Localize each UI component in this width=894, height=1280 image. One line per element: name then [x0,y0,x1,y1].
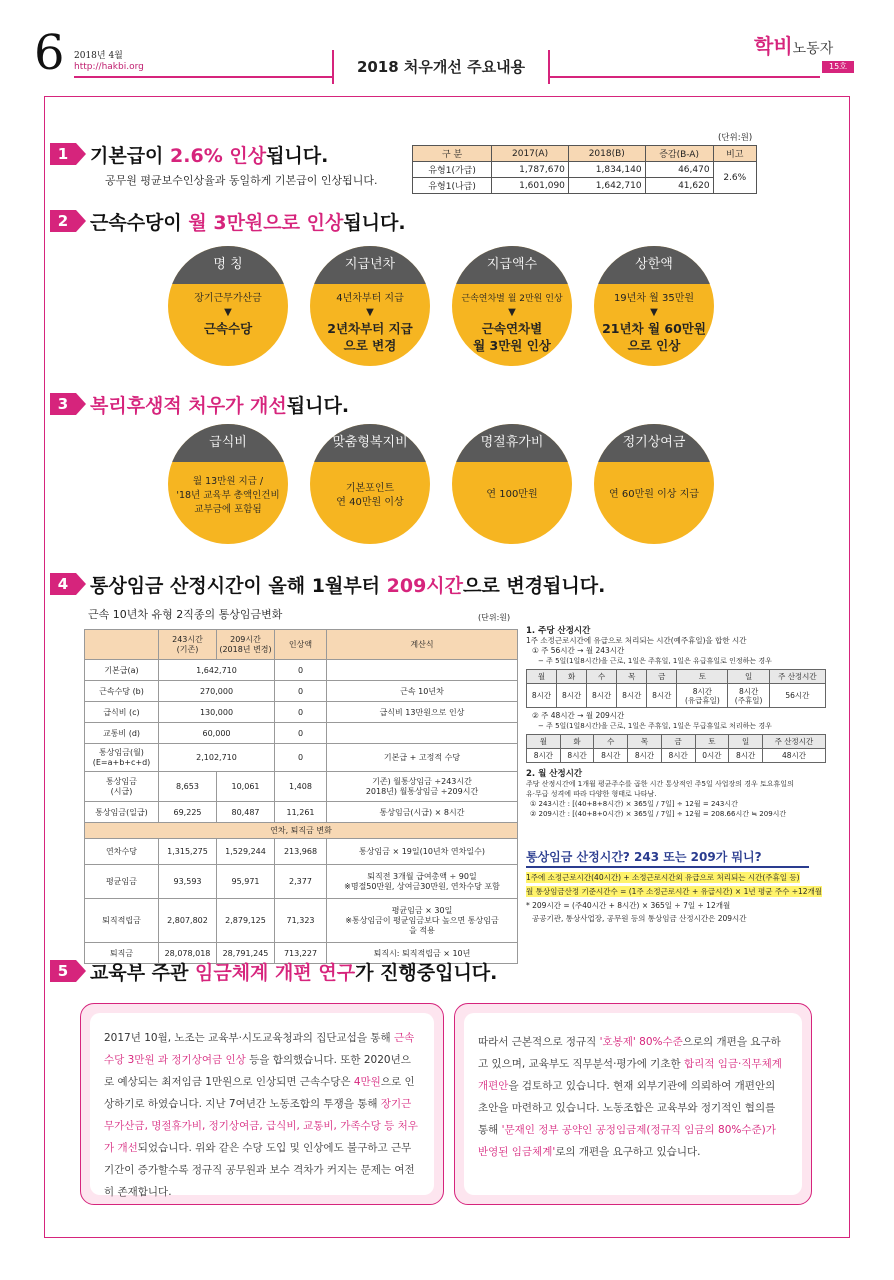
th: 금 [647,670,677,684]
hours-explainer [526,626,832,819]
cell: 713,227 [275,943,327,964]
header-title-box: 2018 처우개선 주요내용 [332,50,550,84]
cell: 8시간 [527,684,557,708]
th [85,630,159,660]
cell: 41,620 [645,178,713,194]
header-rule-right [550,76,820,78]
cell: 2,807,802 [159,899,217,943]
heading-monthly: 2. 월 산정시간 [526,769,583,779]
cell: 1,601,090 [492,178,569,194]
text-line: ① 243시간 : [(40+8+8시간) × 365일 / 7일] ÷ 12월 = 243시간 [530,800,738,808]
basic-pay-table [412,145,757,194]
cell: 기존) 월통상임금 ÷243시간 2018년) 월통상임금 ÷209시간 [327,772,518,802]
th: 243시간 (기존) [159,630,217,660]
row-label: 근속수당 (b) [85,681,159,702]
section-3-title: 복리후생적 처우가 개선됩니다. [90,395,350,417]
cell: 71,323 [275,899,327,943]
th: 토 [695,735,729,749]
cell: 1,315,275 [159,839,217,865]
text-box-left-body: 2017년 10월, 노조는 교육부·시도교육청과의 집단교섭을 통해 근속수당 3만원 과 정기상여금 인상 등을 합의했습니다. 또한 2020년으로 예상되는 최저임금 1만원으로 인상되면 근속수당은 4만원으로 인상하기로 하였습니다. 지난 7여년간 노동조합의 투쟁을 통해 장기근무가산금, 명절휴가비, 정기상여금, 급식비, 교통비, 가족수당 등 처우가 개선되었습니다. 위와 같은 수당 도입 및 인상에도 불구하고 근무기간이 증가할수록 정규직 공무원과 보수 격차가 커지는 문제는 여전히 존재합니다. [90,1013,434,1195]
circle-head: 정기상여금 [594,424,714,462]
section-2-badge: 2 [50,210,76,232]
row-label: 기본급(a) [85,660,159,681]
wage-table-unit: (단위:원) [478,613,511,622]
cell: 11,261 [275,802,327,823]
cell: 유형1(가급) [413,162,492,178]
th: 증감(B-A) [645,146,713,162]
cell: 0 [275,660,327,681]
circle-after: 21년차 월 60만원 으로 인상 [602,321,706,353]
section-5-title: 교육부 주관 임금체계 개편 연구가 진행중입니다. [90,962,498,984]
cell [327,660,518,681]
th: 주 산정시간 [762,735,825,749]
section-1-badge: 1 [50,143,76,165]
cell: 1,787,670 [492,162,569,178]
circle-bonus [594,424,714,544]
cell: 퇴직시: 퇴직적립금 × 10년 [327,943,518,964]
th: 계산식 [327,630,518,660]
cell: 60,000 [159,723,275,744]
row-label: 통상임금(일급) [85,802,159,823]
th: 수 [594,735,628,749]
section-5-badge: 5 [50,960,76,982]
cell: 8시간 [527,749,561,763]
circle-body: 기본포인트 연 40만원 이상 [336,483,404,508]
faq-note-1: * 209시간 = (주40시간 + 8시간) × 365일 ÷ 7일 ÷ 12개월 [526,901,731,910]
th: 화 [560,735,594,749]
cell: 8시간 [594,749,628,763]
hours-table-48 [526,734,826,763]
cell: 0 [275,702,327,723]
text-line: 1주 소정근로시간에 유급으로 처리되는 시간(예주휴일)을 합한 시간 [526,636,747,645]
cell: 급식비 13만원으로 인상 [327,702,518,723]
cell: 213,968 [275,839,327,865]
cell: 28,791,245 [217,943,275,964]
cell: 유형1(나급) [413,178,492,194]
circle-head: 명절휴가비 [452,424,572,462]
row-label: 급식비 (c) [85,702,159,723]
cell: 8시간 [661,749,695,763]
logo-sub: 노동자 [792,41,834,57]
cell: 46,470 [645,162,713,178]
text-line: 유·무급 성격에 따라 다양한 형태로 나타남. [526,790,657,798]
wage-table-title: 근속 10년차 유형 2직종의 통상임금변화 [88,608,283,621]
th: 2018(B) [568,146,645,162]
cell: 0 [275,723,327,744]
cell: 기본급 + 고정적 수당 [327,744,518,772]
cell: 95,971 [217,865,275,899]
th: 토 [677,670,728,684]
cell: 270,000 [159,681,275,702]
th: 인상액 [275,630,327,660]
row-label: 퇴직금 [85,943,159,964]
circle-after: 근속연차별 월 3만원 인상 [473,321,551,353]
wage-table [84,629,518,964]
row-label: 평균임금 [85,865,159,899]
circle-name [168,246,288,366]
th: 목 [617,670,647,684]
circle-before: 19년차 월 35만원 [613,293,695,304]
th: 월 [527,670,557,684]
cell: 1,408 [275,772,327,802]
circle-pay-year [310,246,430,366]
heading-weekly: 1. 주당 산정시간 [526,626,591,636]
text-line: ① 주 56시간 → 월 243시간 [532,646,625,655]
arrow-down-icon: ▼ [508,307,516,318]
th: 비고 [713,146,756,162]
th: 2017(A) [492,146,569,162]
cell: 48시간 [762,749,825,763]
cell: 10,061 [217,772,275,802]
row-label: 통상임금(월) (E=a+b+c+d) [85,744,159,772]
faq-line-1: 1주에 소정근로시간(40시간) + 소정근로시간외 유급으로 처리되는 시간(주휴일 등) [526,873,800,882]
cell: 1,529,244 [217,839,275,865]
text-line: − 주 5일(1일8시간)을 근로, 1일은 주휴일, 1일은 유급휴일로 인정하는 경우 [538,657,772,665]
circle-before: 4년차부터 지급 [336,293,404,304]
cell: 1,642,710 [568,178,645,194]
section-1-title: 기본급이 2.6% 인상됩니다. [90,145,329,167]
cell: 통상임금(시급) × 8시간 [327,802,518,823]
th: 금 [661,735,695,749]
site-url[interactable]: http://hakbi.org [74,62,144,72]
text-line: ② 209시간 : [(40+8+0시간) × 365일 / 7일] ÷ 12월 = 208.66시간 ≒ 209시간 [530,810,787,818]
section-2-title: 근속수당이 월 3만원으로 인상됩니다. [90,212,406,234]
cell: 69,225 [159,802,217,823]
unit-label: (단위:원) [718,133,753,143]
th: 수 [587,670,617,684]
circle-after: 2년차부터 지급 으로 변경 [327,321,413,353]
circle-meal [168,424,288,544]
hours-table-56 [526,669,826,708]
th: 일 [728,670,769,684]
row-label: 통상임금 (시급) [85,772,159,802]
issue-date: 2018년 4월 [74,51,123,61]
faq-underline [526,866,809,868]
section-4-badge: 4 [50,573,76,595]
text-line: − 주 5일(1일8시간)을 근로, 1일은 주휴일, 1일은 무급휴일로 처리하는 경우 [538,722,772,730]
th: 구 분 [413,146,492,162]
cell: 2,377 [275,865,327,899]
circle-body: 연 60만원 이상 지급 [609,489,699,500]
cell: 2.6% [713,162,756,194]
circle-body: 월 13만원 지급 / '18년 교육부 총액인건비 교부금에 포함됨 [176,476,280,515]
cell [327,723,518,744]
text-box-left [80,1003,444,1205]
cell: 8,653 [159,772,217,802]
section-3-badge: 3 [50,393,76,415]
arrow-down-icon: ▼ [366,307,374,318]
row-label: 교통비 (d) [85,723,159,744]
cell: 2,102,710 [159,744,275,772]
cell: 56시간 [769,684,825,708]
faq-line-2: 월 통상임금산정 기준시간수 = (1주 소정근로시간 + 유급시간) × 1년 평균 주수 ÷12개월 [526,887,823,896]
circle-pay-amount [452,246,572,366]
section-1-desc: 공무원 평균보수인상율과 동일하게 기본급이 인상됩니다. [105,174,378,187]
cell: 8시간 [729,749,763,763]
faq-note-2: 공공기관, 통상사업장, 공무원 등의 통상임금 산정시간은 209시간 [532,914,747,923]
cell: 평균임금 × 30일 ※통상임금이 평균임금보다 높으면 통상임금 을 적용 [327,899,518,943]
circle-after: 근속수당 [203,321,253,336]
th: 화 [557,670,587,684]
cell: 퇴직전 3개월 급여총액 ÷ 90일 ※명절50만원, 상여금30만원, 연차수당 포함 [327,865,518,899]
cell: 2,879,125 [217,899,275,943]
circle-head: 맞춤형복지비 [310,424,430,462]
cell: 통상임금 × 19일(10년차 연차일수) [327,839,518,865]
circle-holiday [452,424,572,544]
cell: 130,000 [159,702,275,723]
circle-body: 연 100만원 [486,489,538,500]
circle-head: 급식비 [168,424,288,462]
circle-welfare [310,424,430,544]
logo-main: 학비 [754,34,793,58]
cell: 80,487 [217,802,275,823]
circle-head: 상한액 [594,246,714,284]
circle-head: 명 칭 [168,246,288,284]
circle-cap [594,246,714,366]
th: 월 [527,735,561,749]
cell: 8시간 [587,684,617,708]
cell: 0시간 [695,749,729,763]
cell: 93,593 [159,865,217,899]
arrow-down-icon: ▼ [224,307,232,318]
th: 209시간 (2018년 변경) [217,630,275,660]
issue-badge: 15호 [822,61,854,73]
arrow-down-icon: ▼ [650,307,658,318]
th: 목 [628,735,662,749]
text-box-right [454,1003,812,1205]
cell: 0 [275,744,327,772]
circle-before: 근속연차별 월 2만원 인상 [461,294,563,304]
page-number: 6 [34,25,65,81]
cell: 28,078,018 [159,943,217,964]
band-label: 연차, 퇴직금 변화 [85,823,518,839]
cell: 8시간 (주휴일) [728,684,769,708]
cell: 8시간 [647,684,677,708]
section-4-title: 통상임금 산정시간이 올해 1월부터 209시간으로 변경됩니다. [90,575,606,597]
th: 일 [729,735,763,749]
circle-head: 지급액수 [452,246,572,284]
cell: 8시간 [628,749,662,763]
cell: 0 [275,681,327,702]
circle-head: 지급년차 [310,246,430,284]
cell: 8시간 [617,684,647,708]
faq-question: 통상임금 산정시간? 243 또는 209가 뭐니? [526,850,762,864]
text-line: 주당 산정시간에 1개월 평균주수를 곱한 시간 통상적인 주5일 사업장의 경우 토요휴일의 [526,780,794,788]
cell: 8시간 [557,684,587,708]
circle-before: 장기근무가산금 [194,293,262,304]
th: 주 산정시간 [769,670,825,684]
cell: 근속 10년차 [327,681,518,702]
header-rule-left [74,76,332,78]
row-label: 연차수당 [85,839,159,865]
logo [754,30,833,59]
cell: 8시간 [560,749,594,763]
text-line: ② 주 48시간 → 월 209시간 [532,711,625,720]
cell: 8시간 (유급휴일) [677,684,728,708]
cell: 1,834,140 [568,162,645,178]
cell: 1,642,710 [159,660,275,681]
text-box-right-body: 따라서 근본적으로 정규직 '호봉제' 80%수준으로의 개편을 요구하고 있으며, 교육부도 직무분석·평가에 기초한 합리적 임금·직무체계 개편안을 검토하고 있습니다. 현재 외부기관에 의뢰하여 개편안의 초안을 마련하고 있습니다. 노동조합은 교육부와 정기적인 협의를 통해 '문재인 정부 공약인 공정임금제(정규직 임금의 80%수준)가 반영된 임금체계'로의 개편을 요구하고 있습니다. [464,1013,802,1195]
row-label: 퇴직적립금 [85,899,159,943]
